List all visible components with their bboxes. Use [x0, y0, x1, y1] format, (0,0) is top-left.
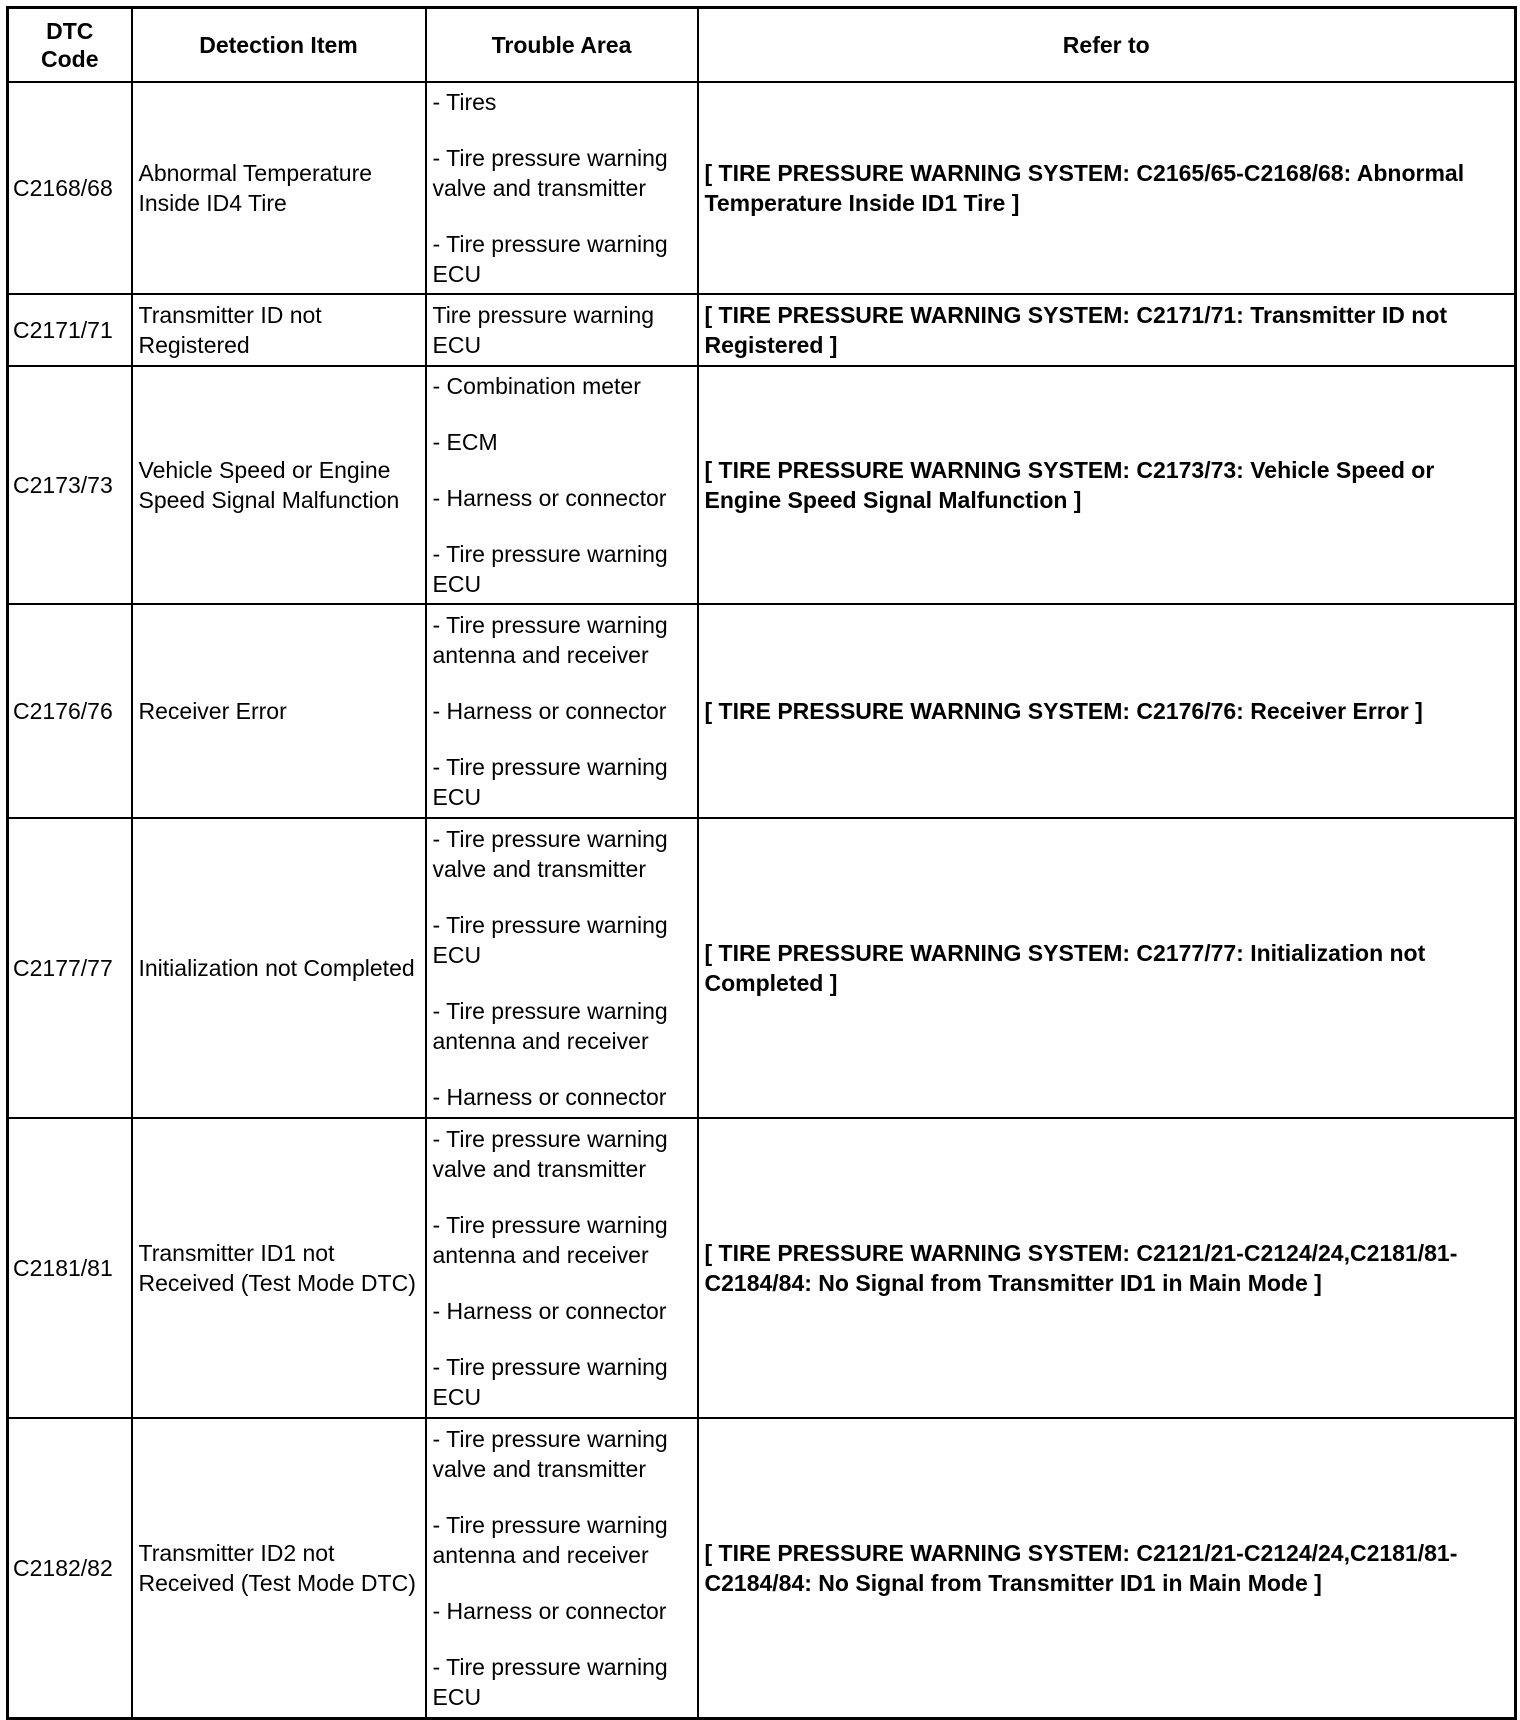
- header-dtc-code: DTC Code: [8, 8, 132, 83]
- refer-to-link[interactable]: [ TIRE PRESSURE WARNING SYSTEM: C2177/77: Initialization not Completed ]: [698, 818, 1516, 1118]
- header-trouble-area: Trouble Area: [426, 8, 698, 83]
- trouble-area-item: - Harness or connector: [432, 1597, 667, 1624]
- detection-item-cell: Vehicle Speed or Engine Speed Signal Malfunction: [132, 366, 426, 604]
- header-refer-to: Refer to: [698, 8, 1516, 83]
- detection-item-cell: Transmitter ID2 not Received (Test Mode DTC): [132, 1418, 426, 1718]
- trouble-area-list: [433, 371, 691, 599]
- table-row: [8, 604, 1516, 818]
- trouble-area-cell: [426, 82, 698, 294]
- trouble-area-list: [433, 824, 691, 1112]
- trouble-area-list: [433, 1424, 691, 1712]
- trouble-area-item: - Tire pressure warning antenna and receiver: [432, 1212, 668, 1268]
- dtc-document: [6, 6, 1518, 1710]
- trouble-area-cell: [426, 1118, 698, 1418]
- trouble-area-item: - Tire pressure warning ECU: [432, 754, 668, 810]
- trouble-area-cell: [426, 294, 698, 366]
- trouble-area-item: - Tire pressure warning valve and transmitter: [432, 145, 668, 201]
- refer-to-link[interactable]: [ TIRE PRESSURE WARNING SYSTEM: C2121/21-C2124/24,C2181/81-C2184/84: No Signal from Transmitter ID1 in Main Mode ]: [698, 1418, 1516, 1718]
- trouble-area-item: - Combination meter: [432, 373, 641, 399]
- trouble-area-item: - Tire pressure warning valve and transmitter: [432, 826, 668, 882]
- detection-item-cell: Transmitter ID not Registered: [132, 294, 426, 366]
- trouble-area-list: [433, 610, 691, 812]
- dtc-table: [6, 6, 1517, 1720]
- trouble-area-item: - Harness or connector: [432, 698, 667, 724]
- detection-item-cell: Initialization not Completed: [132, 818, 426, 1118]
- trouble-area-cell: [426, 604, 698, 818]
- dtc-code-cell: C2173/73: [8, 366, 132, 604]
- dtc-code-cell: C2176/76: [8, 604, 132, 818]
- refer-to-link[interactable]: [ TIRE PRESSURE WARNING SYSTEM: C2165/65-C2168/68: Abnormal Temperature Inside ID1 Tire ]: [698, 82, 1516, 294]
- trouble-area-list: [433, 87, 691, 289]
- table-row: [8, 1418, 1516, 1718]
- dtc-code-cell: C2181/81: [8, 1118, 132, 1418]
- trouble-area-item: - Tire pressure warning ECU: [432, 1653, 668, 1710]
- trouble-area-item: - Tire pressure warning valve and transmitter: [432, 1126, 668, 1182]
- table-row: [8, 366, 1516, 604]
- trouble-area-item: - Tire pressure warning antenna and receiver: [432, 998, 668, 1054]
- trouble-area-item: - Harness or connector: [432, 1298, 667, 1324]
- header-detection-item: Detection Item: [132, 8, 426, 83]
- dtc-code-cell: C2182/82: [8, 1418, 132, 1718]
- table-row: [8, 82, 1516, 294]
- trouble-area-list: [433, 1124, 691, 1412]
- refer-to-link[interactable]: [ TIRE PRESSURE WARNING SYSTEM: C2171/71: Transmitter ID not Registered ]: [698, 294, 1516, 366]
- trouble-area-item: - Harness or connector: [432, 1084, 667, 1110]
- trouble-area-item: - Tire pressure warning antenna and receiver: [432, 1511, 668, 1568]
- refer-to-link[interactable]: [ TIRE PRESSURE WARNING SYSTEM: C2173/73: Vehicle Speed or Engine Speed Signal Malfunction ]: [698, 366, 1516, 604]
- table-row: [8, 818, 1516, 1118]
- table-row: [8, 294, 1516, 366]
- trouble-area-item: - Tires: [432, 89, 497, 115]
- trouble-area-item: - Tire pressure warning ECU: [432, 231, 668, 287]
- trouble-area-item: Tire pressure warning ECU: [432, 302, 655, 358]
- table-header-row: [8, 8, 1516, 83]
- trouble-area-cell: [426, 366, 698, 604]
- trouble-area-item: - Harness or connector: [432, 485, 667, 511]
- trouble-area-item: - ECM: [432, 429, 498, 455]
- detection-item-cell: Transmitter ID1 not Received (Test Mode DTC): [132, 1118, 426, 1418]
- trouble-area-cell: [426, 1418, 698, 1718]
- dtc-code-cell: C2168/68: [8, 82, 132, 294]
- detection-item-cell: Abnormal Temperature Inside ID4 Tire: [132, 82, 426, 294]
- trouble-area-item: - Tire pressure warning antenna and receiver: [432, 612, 668, 668]
- trouble-area-item: - Tire pressure warning ECU: [432, 541, 668, 597]
- table-body: [8, 82, 1516, 1718]
- dtc-code-cell: C2171/71: [8, 294, 132, 366]
- refer-to-link[interactable]: [ TIRE PRESSURE WARNING SYSTEM: C2121/21-C2124/24,C2181/81-C2184/84: No Signal from Transmitter ID1 in Main Mode ]: [698, 1118, 1516, 1418]
- trouble-area-list: [433, 300, 691, 360]
- trouble-area-cell: [426, 818, 698, 1118]
- table-row: [8, 1118, 1516, 1418]
- trouble-area-item: - Tire pressure warning valve and transmitter: [432, 1425, 668, 1482]
- trouble-area-item: - Tire pressure warning ECU: [432, 1354, 668, 1410]
- detection-item-cell: Receiver Error: [132, 604, 426, 818]
- trouble-area-item: - Tire pressure warning ECU: [432, 912, 668, 968]
- refer-to-link[interactable]: [ TIRE PRESSURE WARNING SYSTEM: C2176/76: Receiver Error ]: [698, 604, 1516, 818]
- dtc-code-cell: C2177/77: [8, 818, 132, 1118]
